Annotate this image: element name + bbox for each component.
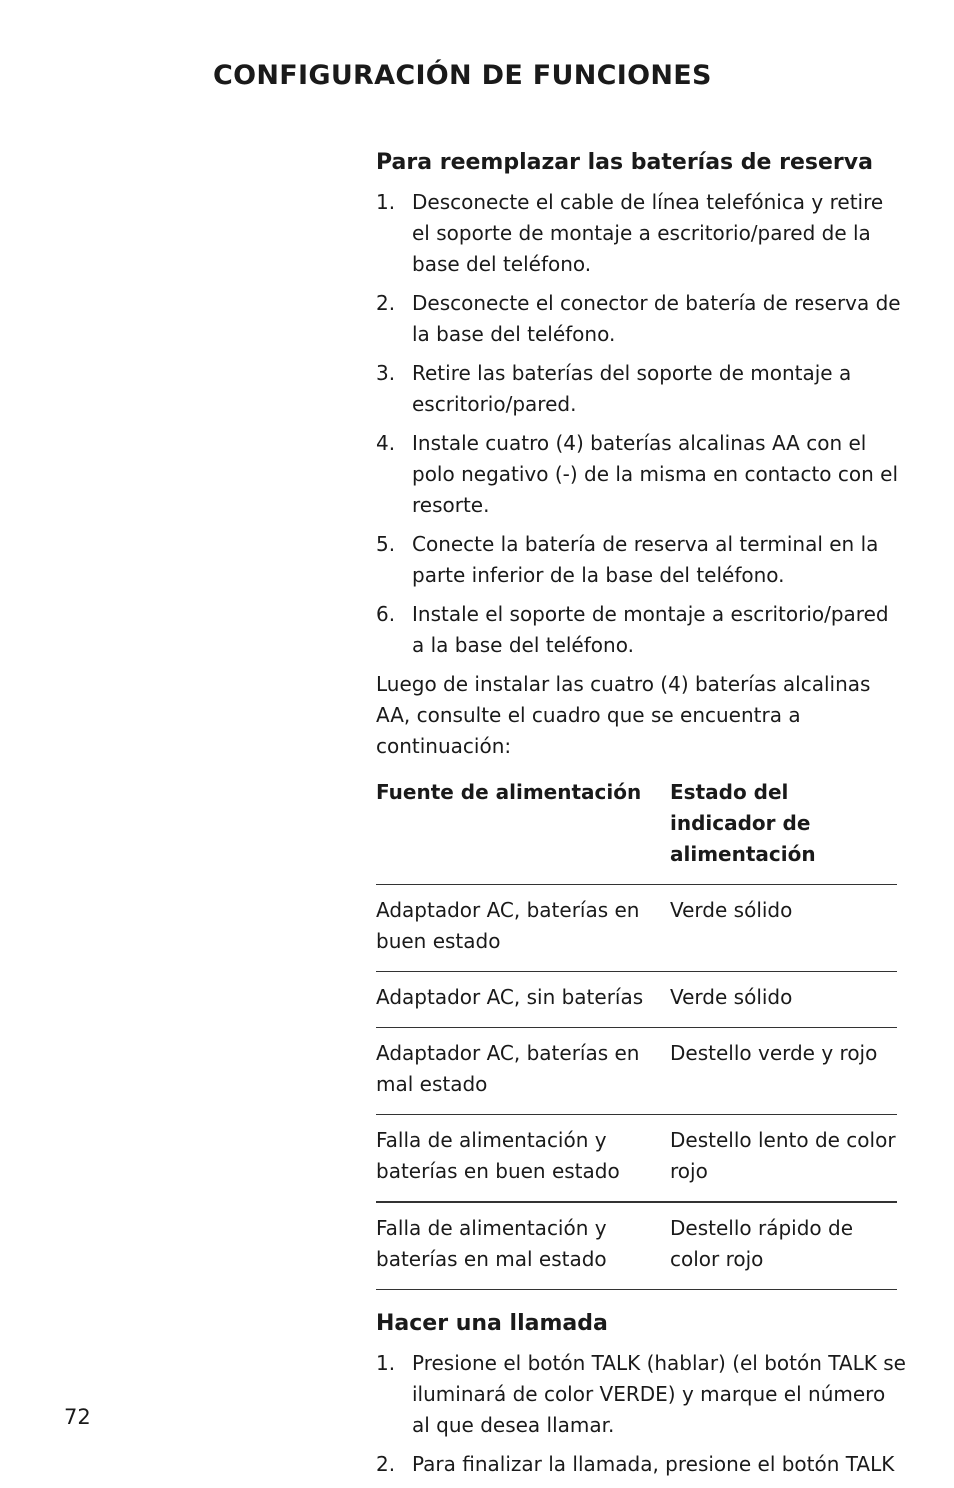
step-text: Instale cuatro (4) baterías alcalinas AA con el polo negativo (-) de la misma en contacto con el resorte.	[412, 431, 899, 517]
main-content	[376, 147, 906, 1488]
table-cell: Verde sólido	[670, 985, 793, 1009]
list-item	[376, 529, 906, 591]
list-item	[376, 1449, 906, 1480]
table-cell: Adaptador AC, sin baterías	[376, 985, 644, 1009]
table-cell: Adaptador AC, baterías en mal estado	[376, 1041, 640, 1096]
list-item	[376, 187, 906, 280]
step-number: 1.	[376, 190, 396, 214]
make-call-heading: Hacer una llamada	[376, 1311, 608, 1336]
step-text: Para finalizar la llamada, presione el botón TALK	[412, 1452, 895, 1476]
page-title: CONFIGURACIÓN DE FUNCIONES	[213, 60, 712, 91]
table-row	[376, 1028, 897, 1115]
step-text: Retire las baterías del soporte de montaje a escritorio/pared.	[412, 361, 852, 416]
table-row	[376, 885, 897, 972]
list-item	[376, 428, 906, 521]
table-cell: Falla de alimentación y baterías en buen estado	[376, 1128, 620, 1183]
step-number: 6.	[376, 602, 396, 626]
step-number: 5.	[376, 532, 396, 556]
step-number: 2.	[376, 1452, 396, 1476]
step-number: 3.	[376, 361, 396, 385]
step-number: 1.	[376, 1351, 396, 1375]
step-text: Presione el botón TALK (hablar) (el botón TALK se iluminará de color VERDE) y marque el número al que desea llamar.	[412, 1351, 906, 1437]
make-call-steps	[376, 1348, 906, 1480]
table-row	[376, 1203, 897, 1290]
step-text: Desconecte el cable de línea telefónica y retire el soporte de montaje a escritorio/pared de la base del teléfono.	[412, 190, 884, 276]
list-item	[376, 599, 906, 661]
list-item	[376, 288, 906, 350]
table-cell: Destello lento de color rojo	[670, 1128, 896, 1183]
table-row	[376, 972, 897, 1028]
table-cell: Adaptador AC, baterías en buen estado	[376, 898, 640, 953]
list-item	[376, 1348, 906, 1441]
step-text: Instale el soporte de montaje a escritorio/pared a la base del teléfono.	[412, 602, 889, 657]
replace-batteries-steps	[376, 187, 906, 661]
step-number: 2.	[376, 291, 396, 315]
column-header-power-source: Fuente de alimentación	[376, 780, 642, 804]
replace-batteries-heading: Para reemplazar las baterías de reserva	[376, 150, 873, 175]
table-cell: Falla de alimentación y baterías en mal estado	[376, 1216, 607, 1271]
list-item	[376, 358, 906, 420]
power-status-table	[376, 777, 897, 1290]
table-cell: Destello verde y rojo	[670, 1041, 878, 1065]
step-text: Conecte la batería de reserva al terminal en la parte inferior de la base del teléfono.	[412, 532, 879, 587]
table-cell: Verde sólido	[670, 898, 793, 922]
page-number: 72	[64, 1405, 91, 1429]
after-install-text: Luego de instalar las cuatro (4) baterías alcalinas AA, consulte el cuadro que se encuentra a continuación:	[376, 672, 871, 758]
step-number: 4.	[376, 431, 396, 455]
step-text: Desconecte el conector de batería de reserva de la base del teléfono.	[412, 291, 901, 346]
table-cell: Destello rápido de color rojo	[670, 1216, 853, 1271]
column-header-indicator-status: Estado del indicador de alimentación	[670, 780, 816, 866]
table-header-row	[376, 777, 897, 885]
table-row	[376, 1115, 897, 1203]
